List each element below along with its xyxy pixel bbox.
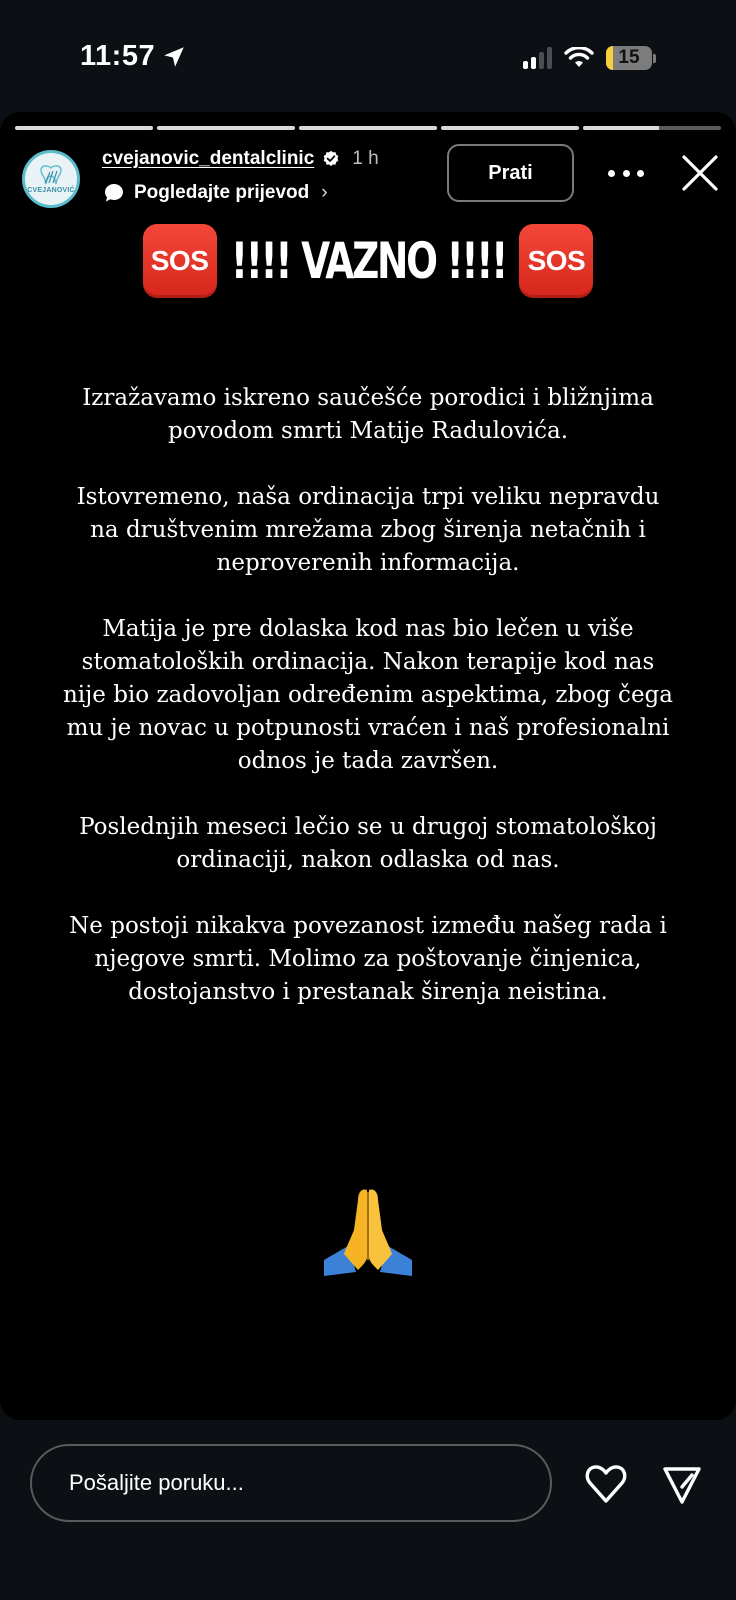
progress-segment <box>299 126 437 130</box>
location-arrow-icon <box>161 44 187 70</box>
sos-emoji-icon: SOS <box>519 224 593 298</box>
paragraph-treatment-history: Matija je pre dolaska kod nas bio lečen u više stomatoloških ordinacija. Nakon terapije kod nas nije bio zadovoljan određenim aspektima, zbog čega mu je novac u potpunosti vraćen i naš profesionalni odnos je tada završen. <box>62 616 673 774</box>
tooth-logo-icon <box>36 164 66 186</box>
status-bar <box>0 0 736 112</box>
wifi-icon <box>564 47 594 69</box>
heart-icon[interactable] <box>584 1463 628 1505</box>
cellular-signal-icon <box>523 47 552 69</box>
story-progress-bar <box>15 126 721 130</box>
progress-segment <box>157 126 295 130</box>
avatar[interactable] <box>22 150 80 208</box>
headline-text: !!!! VAZNO !!!! <box>230 232 506 290</box>
progress-segment-current <box>583 126 721 130</box>
folded-hands-icon <box>318 1180 418 1280</box>
story-headline <box>0 224 736 298</box>
chevron-right-icon: › <box>321 182 328 203</box>
paragraph-injustice: Istovremeno, naša ordinacija trpi veliku nepravdu na društvenim mrežama zbog širenja netačnih i neproverenih informacija. <box>76 484 660 576</box>
close-icon[interactable] <box>679 152 721 194</box>
status-time <box>80 40 187 73</box>
username-link[interactable]: cvejanovic_dentalclinic <box>102 148 315 169</box>
clock-text: 11:57 <box>80 40 156 72</box>
story-header <box>0 144 736 214</box>
story-body-text <box>60 382 676 1042</box>
account-info <box>102 148 379 170</box>
see-translation-link[interactable] <box>104 182 328 204</box>
progress-segment <box>441 126 579 130</box>
story-viewer[interactable] <box>0 112 736 1420</box>
reply-bar <box>0 1420 736 1600</box>
avatar-brand-text: CVEJANOVIĆ <box>27 187 75 194</box>
status-indicators <box>523 46 656 70</box>
send-message-input[interactable] <box>30 1444 552 1522</box>
battery-level: 15 <box>618 47 640 68</box>
post-time: 1 h <box>352 148 379 169</box>
paragraph-other-clinic: Poslednjih meseci lečio se u drugoj stomatološkoj ordinaciji, nakon odlaska od nas. <box>79 814 657 873</box>
paragraph-no-connection: Ne postoji nikakva povezanost između našeg rada i njegove smrti. Molimo za poštovanje činjenica, dostojanstvo i prestanak širenja neistina. <box>69 913 667 1005</box>
more-options-icon[interactable] <box>608 162 644 184</box>
battery-icon <box>606 46 652 70</box>
verified-badge-icon <box>322 150 340 168</box>
paragraph-condolence: Izražavamo iskreno saučešće porodici i bližnjima povodom smrti Matije Radulovića. <box>82 385 654 444</box>
progress-segment <box>15 126 153 130</box>
follow-button[interactable]: Prati <box>447 144 574 202</box>
speech-bubble-icon <box>104 183 124 203</box>
battery-indicator <box>606 46 656 70</box>
sos-emoji-icon: SOS <box>143 224 217 298</box>
see-translation-label: Pogledajte prijevod <box>134 182 310 203</box>
send-icon[interactable] <box>660 1463 704 1507</box>
